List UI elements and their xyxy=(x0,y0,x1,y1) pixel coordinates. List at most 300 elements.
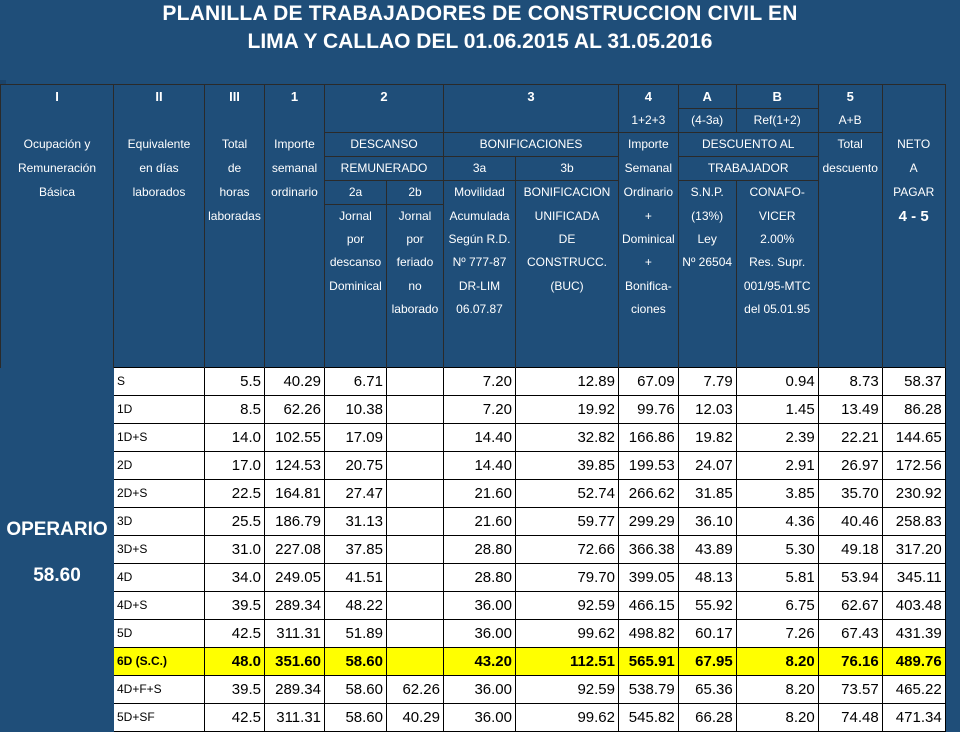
weekly-amount-header xyxy=(265,321,325,344)
neto-header-blank xyxy=(882,344,945,367)
weekly-total: 565.91 xyxy=(619,648,679,676)
snp-discount: 7.79 xyxy=(678,368,736,396)
total-discount: 49.18 xyxy=(818,536,882,564)
equivalent-days-header xyxy=(114,298,205,321)
sub-2b-text xyxy=(387,321,444,344)
holiday-pay xyxy=(387,424,444,452)
table-row xyxy=(1,452,946,480)
holiday-pay xyxy=(387,396,444,424)
weekly-amount: 311.31 xyxy=(265,620,325,648)
equivalent-days-header xyxy=(114,275,205,298)
row-label: 3D+S xyxy=(114,536,205,564)
total-discount: 74.48 xyxy=(818,704,882,732)
header-row xyxy=(1,321,946,344)
total-hours: 42.5 xyxy=(205,620,265,648)
sub-2b-text xyxy=(387,344,444,367)
snp-discount: 12.03 xyxy=(678,396,736,424)
occupation-header xyxy=(1,205,114,229)
sub-3a-text: 06.07.87 xyxy=(444,298,516,321)
neto-header: NETO xyxy=(882,133,945,157)
snp-discount: 65.36 xyxy=(678,676,736,704)
buc-bonus: 12.89 xyxy=(516,368,619,396)
snp-text: S.N.P. xyxy=(678,181,736,205)
col4-text: + xyxy=(619,251,679,274)
sub-3a-text: Nº 777-87 xyxy=(444,251,516,274)
sub-3b-text: CONSTRUCC. xyxy=(516,251,619,274)
table-row xyxy=(1,424,946,452)
weekly-total: 498.82 xyxy=(619,620,679,648)
sub-3b-text xyxy=(516,321,619,344)
total-hours-header: laboradas xyxy=(205,205,265,229)
weekly-amount-header xyxy=(265,228,325,251)
weekly-amount-header xyxy=(265,275,325,298)
weekly-total: 67.09 xyxy=(619,368,679,396)
net-pay: 86.28 xyxy=(882,396,945,424)
neto-header-blank xyxy=(882,275,945,298)
total-discount: 73.57 xyxy=(818,676,882,704)
table-row xyxy=(1,592,946,620)
conafovicer-text: CONAFO- xyxy=(736,181,818,205)
sunday-rest: 10.38 xyxy=(325,396,387,424)
table-row xyxy=(1,536,946,564)
total-hours: 8.5 xyxy=(205,396,265,424)
sub-3b-text xyxy=(516,344,619,367)
total-hours-header: de xyxy=(205,157,265,181)
header-row xyxy=(1,85,946,109)
snp-discount: 60.17 xyxy=(678,620,736,648)
occupation-cell xyxy=(1,368,114,732)
conafovicer-discount: 8.20 xyxy=(736,648,818,676)
total-discount-header xyxy=(818,251,882,274)
descuento-header: DESCUENTO AL xyxy=(678,133,818,157)
buc-bonus: 19.92 xyxy=(516,396,619,424)
col4-text: Semanal xyxy=(619,157,679,181)
conafovicer-text: del 05.01.95 xyxy=(736,298,818,321)
sub-3a-text: DR-LIM xyxy=(444,275,516,298)
sunday-rest: 48.22 xyxy=(325,592,387,620)
sunday-rest: 51.89 xyxy=(325,620,387,648)
weekly-amount-header: Importe xyxy=(265,133,325,157)
table-row xyxy=(1,648,946,676)
weekly-total: 545.82 xyxy=(619,704,679,732)
net-pay: 144.65 xyxy=(882,424,945,452)
table-row xyxy=(1,480,946,508)
sunday-rest: 31.13 xyxy=(325,508,387,536)
sub-header-2b: 2b xyxy=(387,181,444,205)
buc-bonus: 52.74 xyxy=(516,480,619,508)
weekly-amount: 186.79 xyxy=(265,508,325,536)
neto-header: A xyxy=(882,157,945,181)
sub-header-3a: 3a xyxy=(444,157,516,181)
net-pay: 489.76 xyxy=(882,648,945,676)
row-label: 5D xyxy=(114,620,205,648)
net-pay: 465.22 xyxy=(882,676,945,704)
equivalent-days-header xyxy=(114,344,205,367)
sub-3a-text xyxy=(444,344,516,367)
neto-header-blank xyxy=(882,298,945,321)
header-row xyxy=(1,275,946,298)
net-pay: 345.11 xyxy=(882,564,945,592)
row-label: 5D+SF xyxy=(114,704,205,732)
title-banner xyxy=(0,0,960,80)
mobility: 14.40 xyxy=(444,424,516,452)
weekly-amount: 62.26 xyxy=(265,396,325,424)
table-row xyxy=(1,704,946,732)
total-hours: 42.5 xyxy=(205,704,265,732)
col4-text: + xyxy=(619,205,679,229)
equivalent-days-header xyxy=(114,205,205,229)
sub-2b-text: por xyxy=(387,228,444,251)
sub-3a-text xyxy=(444,321,516,344)
conafovicer-discount: 0.94 xyxy=(736,368,818,396)
sub-3b-text: DE xyxy=(516,228,619,251)
conafovicer-text xyxy=(736,344,818,367)
mobility: 28.80 xyxy=(444,564,516,592)
col4-text: ciones xyxy=(619,298,679,321)
conafovicer-text xyxy=(736,321,818,344)
snp-text xyxy=(678,298,736,321)
descuento-header: TRABAJADOR xyxy=(678,157,818,181)
weekly-total: 299.29 xyxy=(619,508,679,536)
sub-2a-text xyxy=(325,298,387,321)
col4-text: Importe xyxy=(619,133,679,157)
neto-header-blank xyxy=(882,321,945,344)
header-row xyxy=(1,251,946,274)
weekly-amount: 351.60 xyxy=(265,648,325,676)
payroll-table xyxy=(0,84,946,732)
sunday-rest: 58.60 xyxy=(325,676,387,704)
row-label: 1D+S xyxy=(114,424,205,452)
weekly-amount-header: semanal xyxy=(265,157,325,181)
table-row xyxy=(1,564,946,592)
col-number-A: A xyxy=(678,85,736,109)
snp-discount: 19.82 xyxy=(678,424,736,452)
total-hours: 17.0 xyxy=(205,452,265,480)
total-discount: 67.43 xyxy=(818,620,882,648)
snp-text: Ley xyxy=(678,228,736,251)
conafovicer-discount: 1.45 xyxy=(736,396,818,424)
sunday-rest: 27.47 xyxy=(325,480,387,508)
mobility: 21.60 xyxy=(444,508,516,536)
total-hours: 39.5 xyxy=(205,676,265,704)
formula-colB: Ref(1+2) xyxy=(736,109,818,133)
snp-discount: 67.95 xyxy=(678,648,736,676)
header-blank xyxy=(325,109,444,133)
buc-bonus: 99.62 xyxy=(516,620,619,648)
sub-2b-text: Jornal xyxy=(387,205,444,229)
sub-2b-text: no xyxy=(387,275,444,298)
total-discount-header xyxy=(818,181,882,205)
col-number-2: 2 xyxy=(325,85,444,109)
conafovicer-discount: 5.81 xyxy=(736,564,818,592)
descanso-header: DESCANSO xyxy=(325,133,444,157)
sub-3a-text: Según R.D. xyxy=(444,228,516,251)
col-number-5: 5 xyxy=(818,85,882,109)
formula-col5: A+B xyxy=(818,109,882,133)
snp-discount: 48.13 xyxy=(678,564,736,592)
conafovicer-discount: 5.30 xyxy=(736,536,818,564)
row-label: 2D+S xyxy=(114,480,205,508)
snp-discount: 55.92 xyxy=(678,592,736,620)
equivalent-days-header xyxy=(114,251,205,274)
sunday-rest: 6.71 xyxy=(325,368,387,396)
table-row xyxy=(1,368,946,396)
occupation-header: Básica xyxy=(1,181,114,205)
weekly-amount: 249.05 xyxy=(265,564,325,592)
net-pay: 58.37 xyxy=(882,368,945,396)
header-blank xyxy=(265,109,325,133)
col4-text xyxy=(619,344,679,367)
total-hours-header xyxy=(205,298,265,321)
conafovicer-text: 2.00% xyxy=(736,228,818,251)
weekly-amount: 227.08 xyxy=(265,536,325,564)
sub-header-3b: 3b xyxy=(516,157,619,181)
total-discount: 76.16 xyxy=(818,648,882,676)
col-number-3: 3 xyxy=(444,85,619,109)
table-row xyxy=(1,396,946,424)
net-pay: 317.20 xyxy=(882,536,945,564)
sunday-rest: 20.75 xyxy=(325,452,387,480)
equivalent-days-header xyxy=(114,228,205,251)
sub-2b-text: laborado xyxy=(387,298,444,321)
holiday-pay: 62.26 xyxy=(387,676,444,704)
equivalent-days-header: Equivalente xyxy=(114,133,205,157)
conafovicer-discount: 2.91 xyxy=(736,452,818,480)
weekly-total: 466.15 xyxy=(619,592,679,620)
weekly-amount-header xyxy=(265,205,325,229)
col-number-4: 4 xyxy=(619,85,679,109)
total-discount-header xyxy=(818,298,882,321)
col4-text: Ordinario xyxy=(619,181,679,205)
snp-discount: 24.07 xyxy=(678,452,736,480)
snp-discount: 31.85 xyxy=(678,480,736,508)
row-label: S xyxy=(114,368,205,396)
weekly-amount: 311.31 xyxy=(265,704,325,732)
net-pay: 230.92 xyxy=(882,480,945,508)
weekly-amount-header: ordinario xyxy=(265,181,325,205)
sub-2a-text: Dominical xyxy=(325,275,387,298)
sub-2a-text xyxy=(325,321,387,344)
row-label: 4D xyxy=(114,564,205,592)
total-discount: 40.46 xyxy=(818,508,882,536)
conafovicer-text: Res. Supr. xyxy=(736,251,818,274)
total-hours: 5.5 xyxy=(205,368,265,396)
buc-bonus: 92.59 xyxy=(516,592,619,620)
weekly-amount: 124.53 xyxy=(265,452,325,480)
title-line-2: LIMA Y CALLAO DEL 01.06.2015 AL 31.05.2016 xyxy=(247,30,713,53)
total-discount: 13.49 xyxy=(818,396,882,424)
weekly-total: 199.53 xyxy=(619,452,679,480)
total-discount: 53.94 xyxy=(818,564,882,592)
weekly-amount: 102.55 xyxy=(265,424,325,452)
col-number-I: I xyxy=(1,85,114,109)
weekly-amount: 40.29 xyxy=(265,368,325,396)
net-pay: 471.34 xyxy=(882,704,945,732)
header-row xyxy=(1,133,946,157)
weekly-total: 166.86 xyxy=(619,424,679,452)
net-pay: 431.39 xyxy=(882,620,945,648)
mobility: 36.00 xyxy=(444,676,516,704)
snp-text: (13%) xyxy=(678,205,736,229)
holiday-pay xyxy=(387,480,444,508)
holiday-pay xyxy=(387,508,444,536)
weekly-total: 399.05 xyxy=(619,564,679,592)
sub-2a-text: Jornal xyxy=(325,205,387,229)
table-row xyxy=(1,676,946,704)
equivalent-days-header: en días xyxy=(114,157,205,181)
total-hours-header xyxy=(205,321,265,344)
total-hours-header xyxy=(205,344,265,367)
sub-2a-text: descanso xyxy=(325,251,387,274)
conafovicer-discount: 6.75 xyxy=(736,592,818,620)
total-discount-header xyxy=(818,275,882,298)
sunday-rest: 41.51 xyxy=(325,564,387,592)
total-hours: 48.0 xyxy=(205,648,265,676)
sunday-rest: 58.60 xyxy=(325,704,387,732)
conafovicer-discount: 3.85 xyxy=(736,480,818,508)
title-line-1: PLANILLA DE TRABAJADORES DE CONSTRUCCION CIVIL EN xyxy=(162,2,798,25)
snp-text xyxy=(678,321,736,344)
col-number-II: II xyxy=(114,85,205,109)
total-hours: 22.5 xyxy=(205,480,265,508)
total-discount-header: Total xyxy=(818,133,882,157)
total-hours: 31.0 xyxy=(205,536,265,564)
sunday-rest: 17.09 xyxy=(325,424,387,452)
occupation-base-wage: 58.60 xyxy=(33,564,81,586)
row-label: 3D xyxy=(114,508,205,536)
header-blank xyxy=(1,109,114,133)
buc-bonus: 59.77 xyxy=(516,508,619,536)
header-row xyxy=(1,181,946,205)
holiday-pay xyxy=(387,536,444,564)
holiday-pay: 40.29 xyxy=(387,704,444,732)
total-discount-header xyxy=(818,321,882,344)
header-blank xyxy=(444,109,619,133)
sub-3b-text: BONIFICACION xyxy=(516,181,619,205)
row-label: 4D+F+S xyxy=(114,676,205,704)
sub-3b-text: (BUC) xyxy=(516,275,619,298)
buc-bonus: 79.70 xyxy=(516,564,619,592)
total-hours: 25.5 xyxy=(205,508,265,536)
header-row xyxy=(1,228,946,251)
header-row xyxy=(1,157,946,181)
equivalent-days-header: laborados xyxy=(114,181,205,205)
occupation-header xyxy=(1,228,114,251)
col-number-III: III xyxy=(205,85,265,109)
sub-3a-text: Movilidad xyxy=(444,181,516,205)
net-pay: 403.48 xyxy=(882,592,945,620)
header-blank xyxy=(205,109,265,133)
formula-col4: 1+2+3 xyxy=(619,109,679,133)
weekly-total: 99.76 xyxy=(619,396,679,424)
total-discount-header: descuento xyxy=(818,157,882,181)
formula-colA: (4-3a) xyxy=(678,109,736,133)
sub-2b-text: feriado xyxy=(387,251,444,274)
total-hours-header xyxy=(205,251,265,274)
row-label: 6D (S.C.) xyxy=(114,648,205,676)
occupation-header: Ocupación y xyxy=(1,133,114,157)
conafovicer-text: VICER xyxy=(736,205,818,229)
header-row xyxy=(1,298,946,321)
holiday-pay xyxy=(387,564,444,592)
total-hours-header xyxy=(205,228,265,251)
col4-text: Dominical xyxy=(619,228,679,251)
snp-text xyxy=(678,344,736,367)
snp-text xyxy=(678,275,736,298)
sub-3b-text: UNIFICADA xyxy=(516,205,619,229)
conafovicer-discount: 8.20 xyxy=(736,704,818,732)
buc-bonus: 72.66 xyxy=(516,536,619,564)
sub-3b-text xyxy=(516,298,619,321)
sub-2a-text: por xyxy=(325,228,387,251)
sunday-rest: 58.60 xyxy=(325,648,387,676)
occupation-header xyxy=(1,298,114,321)
weekly-total: 538.79 xyxy=(619,676,679,704)
table-row xyxy=(1,508,946,536)
total-hours-header: Total xyxy=(205,133,265,157)
col4-text xyxy=(619,321,679,344)
total-discount: 26.97 xyxy=(818,452,882,480)
descanso-header: REMUNERADO xyxy=(325,157,444,181)
total-hours-header xyxy=(205,275,265,298)
table-row xyxy=(1,620,946,648)
sub-header-2a: 2a xyxy=(325,181,387,205)
weekly-total: 266.62 xyxy=(619,480,679,508)
total-discount-header xyxy=(818,205,882,229)
mobility: 43.20 xyxy=(444,648,516,676)
occupation-name: OPERARIO xyxy=(6,518,108,540)
buc-bonus: 99.62 xyxy=(516,704,619,732)
snp-text: Nº 26504 xyxy=(678,251,736,274)
holiday-pay xyxy=(387,592,444,620)
occupation-header xyxy=(1,344,114,367)
buc-bonus: 39.85 xyxy=(516,452,619,480)
buc-bonus: 92.59 xyxy=(516,676,619,704)
col-number-1: 1 xyxy=(265,85,325,109)
total-hours: 34.0 xyxy=(205,564,265,592)
mobility: 36.00 xyxy=(444,592,516,620)
table-header xyxy=(1,85,946,368)
holiday-pay xyxy=(387,620,444,648)
header-row xyxy=(1,205,946,229)
buc-bonus: 32.82 xyxy=(516,424,619,452)
snp-discount: 43.89 xyxy=(678,536,736,564)
neto-header: PAGAR xyxy=(882,181,945,205)
neto-header-blank xyxy=(882,228,945,251)
total-discount: 22.21 xyxy=(818,424,882,452)
total-hours-header: horas xyxy=(205,181,265,205)
total-discount: 35.70 xyxy=(818,480,882,508)
total-discount-header xyxy=(818,344,882,367)
occupation-header xyxy=(1,321,114,344)
row-label: 1D xyxy=(114,396,205,424)
net-pay: 172.56 xyxy=(882,452,945,480)
total-hours: 39.5 xyxy=(205,592,265,620)
col4-text: Bonifica- xyxy=(619,275,679,298)
buc-bonus: 112.51 xyxy=(516,648,619,676)
mobility: 7.20 xyxy=(444,368,516,396)
snp-discount: 66.28 xyxy=(678,704,736,732)
sunday-rest: 37.85 xyxy=(325,536,387,564)
occupation-header: Remuneración xyxy=(1,157,114,181)
weekly-amount: 289.34 xyxy=(265,592,325,620)
row-label: 4D+S xyxy=(114,592,205,620)
header-blank xyxy=(114,109,205,133)
mobility: 14.40 xyxy=(444,452,516,480)
neto-header-blank xyxy=(882,251,945,274)
weekly-amount-header xyxy=(265,298,325,321)
total-discount: 62.67 xyxy=(818,592,882,620)
